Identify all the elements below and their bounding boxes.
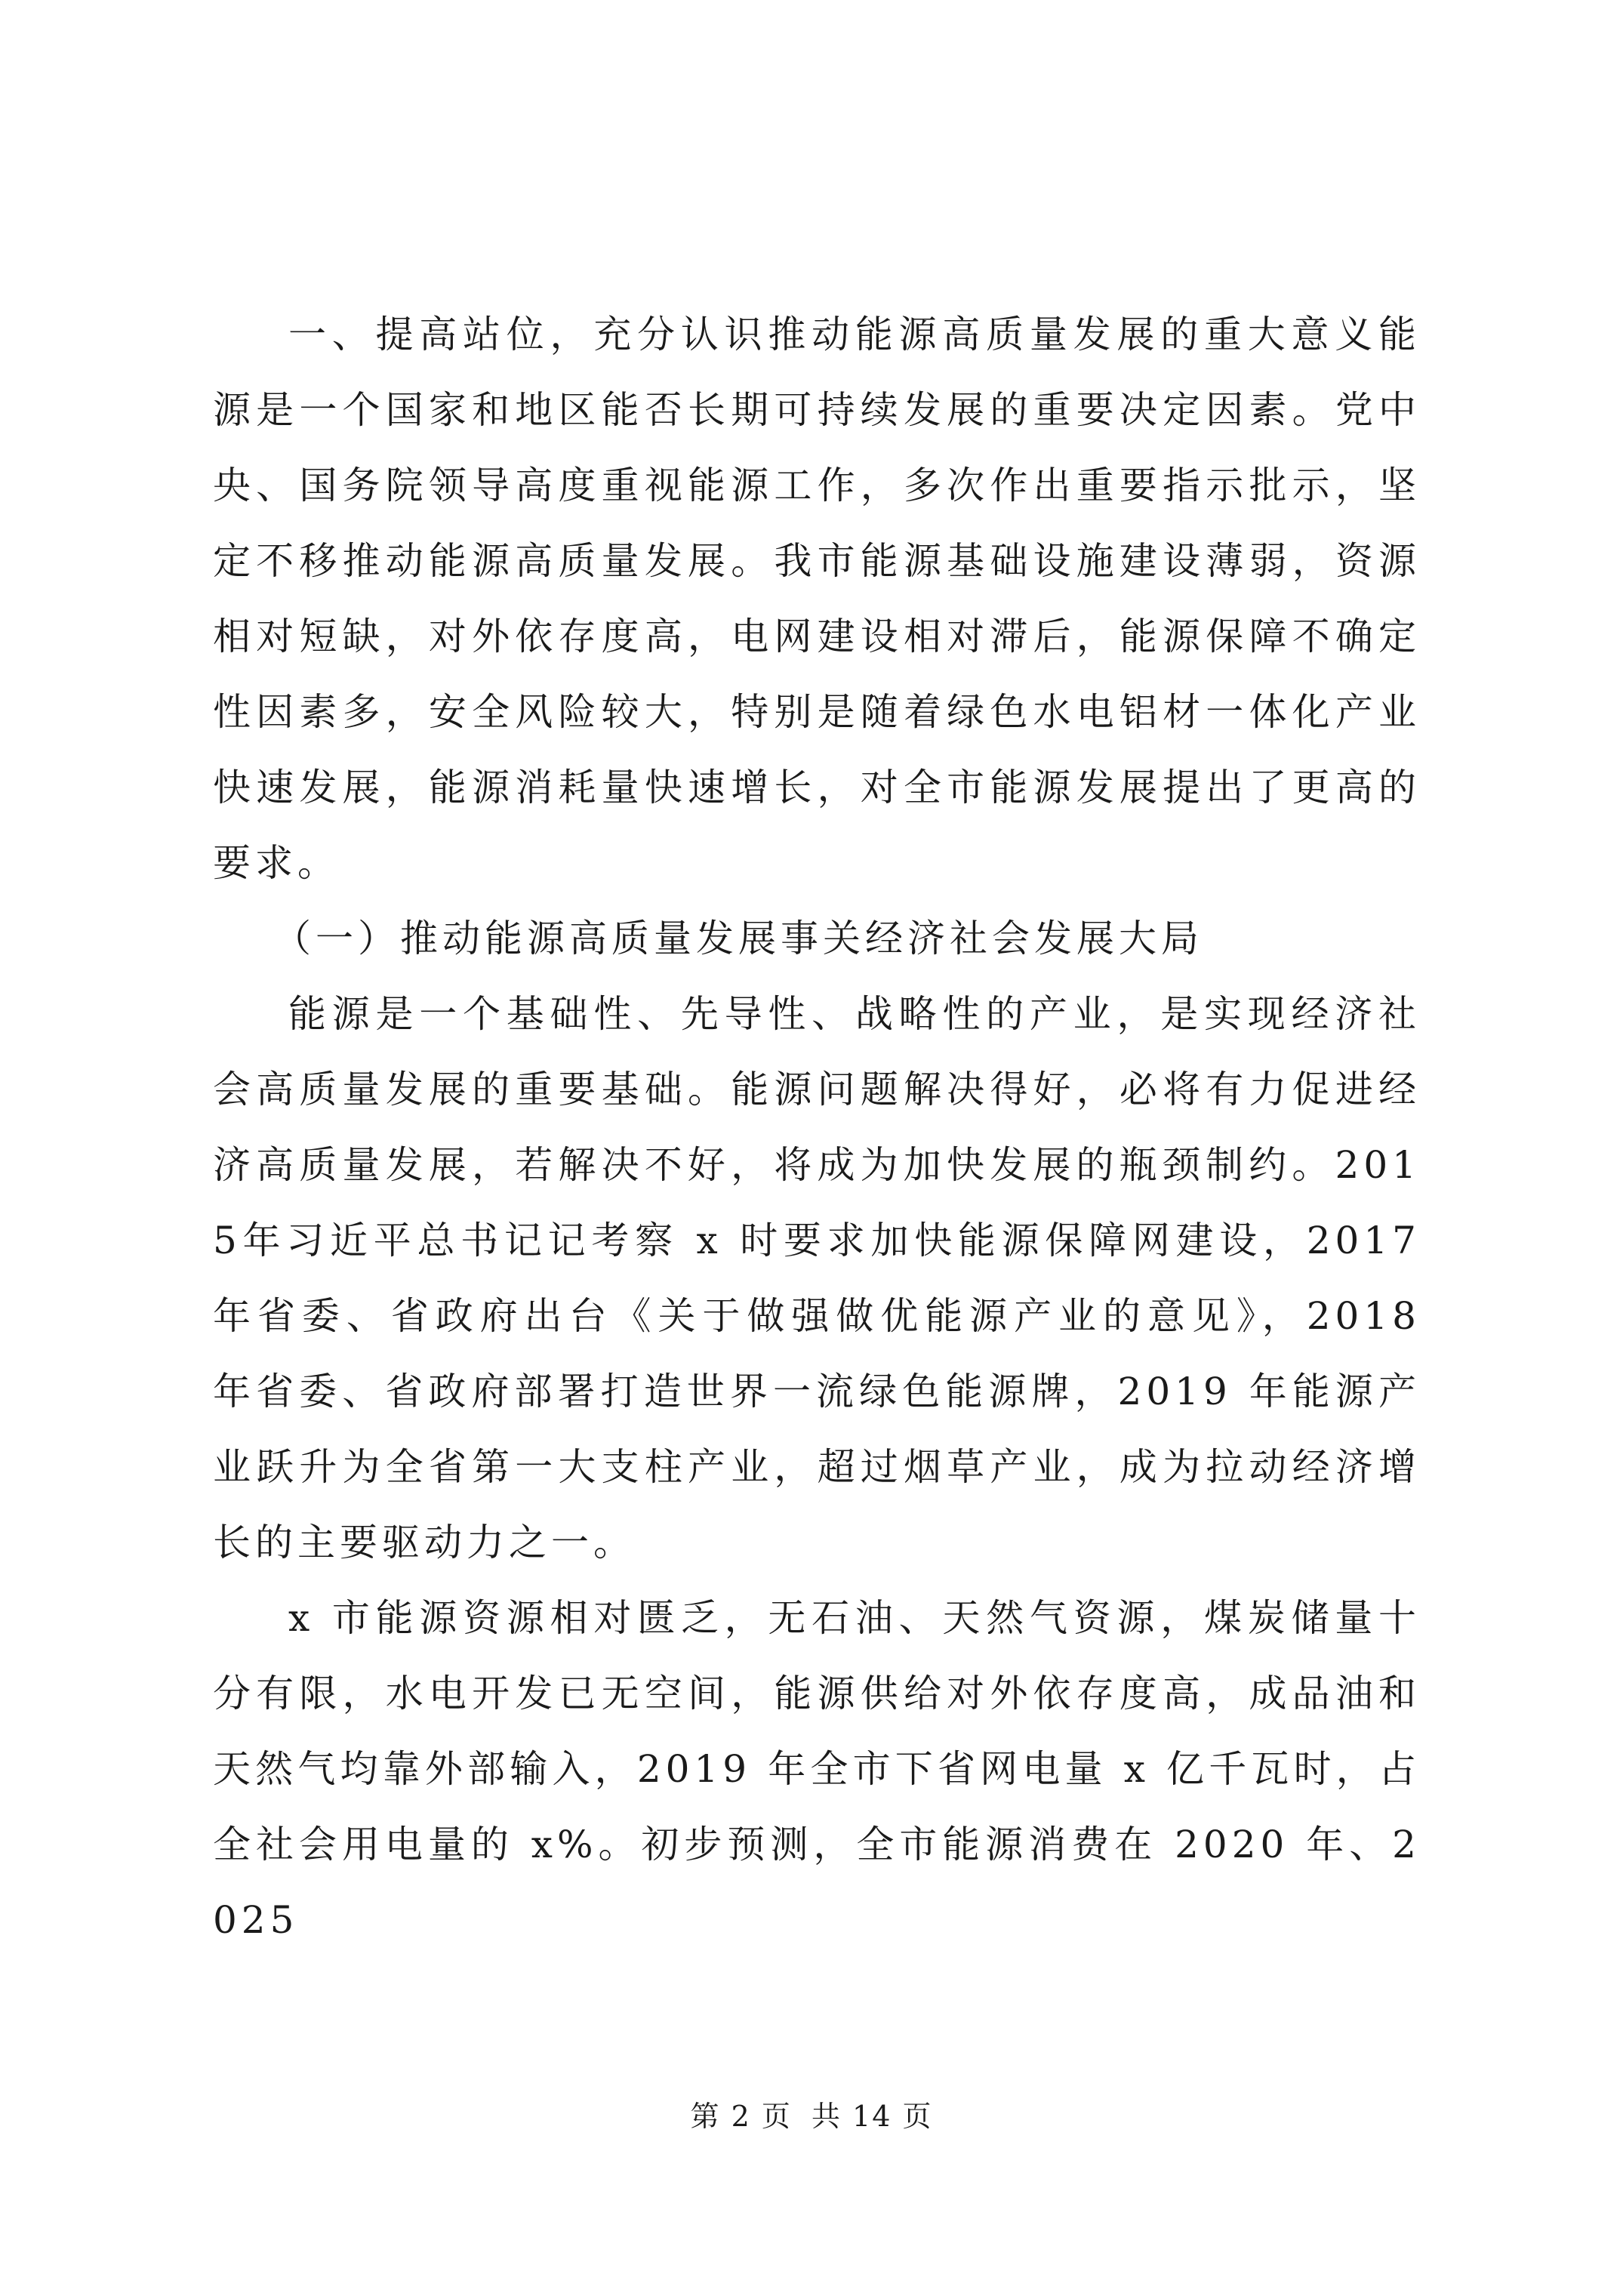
paragraph-city-resources: x 市能源资源相对匮乏，无石油、天然气资源，煤炭储量十分有限，水电开发已无空间，能源供给对外依存度高，成品油和天然气均靠外部输入，2019 年全市下省网电量 x 亿千瓦时，占全社会用电量的 x%。初步预测，全市能源消费在 2020 年、2025 — [213, 1596, 1421, 1942]
page-total: 共 14 页 — [811, 2100, 933, 2133]
paragraph-energy-basis: 能源是一个基础性、先导性、战略性的产业，是实现经济社会高质量发展的重要基础。能源问题解决得好，必将有力促进经济高质量发展，若解决不好，将成为加快发展的瓶颈制约。2015年习近平总书记记考察 x 时要求加快能源保障网建设，2017 年省委、省政府出台《关于做强做优能源产业的意见》，2018 年省委、省政府部署打造世界一流绿色能源牌，2019 年能源产业跃升为全省第一大支柱产业，超过烟草产业，成为拉动经济增长的主要驱动力之一。 — [213, 992, 1421, 1564]
page-number: 第 2 页 — [690, 2100, 792, 2133]
page-footer — [0, 2097, 1623, 2135]
subheading-one: （一）推动能源高质量发展事关经济社会发展大局 — [273, 917, 1203, 960]
paragraph-section-one: 一、提高站位，充分认识推动能源高质量发展的重大意义能源是一个国家和地区能否长期可持续发展的重要决定因素。党中央、国务院领导高度重视能源工作，多次作出重要指示批示，坚定不移推动能源高质量发展。我市能源基础设施建设薄弱，资源相对短缺，对外依存度高，电网建设相对滞后，能源保障不确定性因素多，安全风险较大，特别是随着绿色水电铝材一体化产业快速发展，能源消耗量快速增长，对全市能源发展提出了更高的要求。 — [213, 313, 1421, 885]
document-body — [213, 297, 1421, 1958]
